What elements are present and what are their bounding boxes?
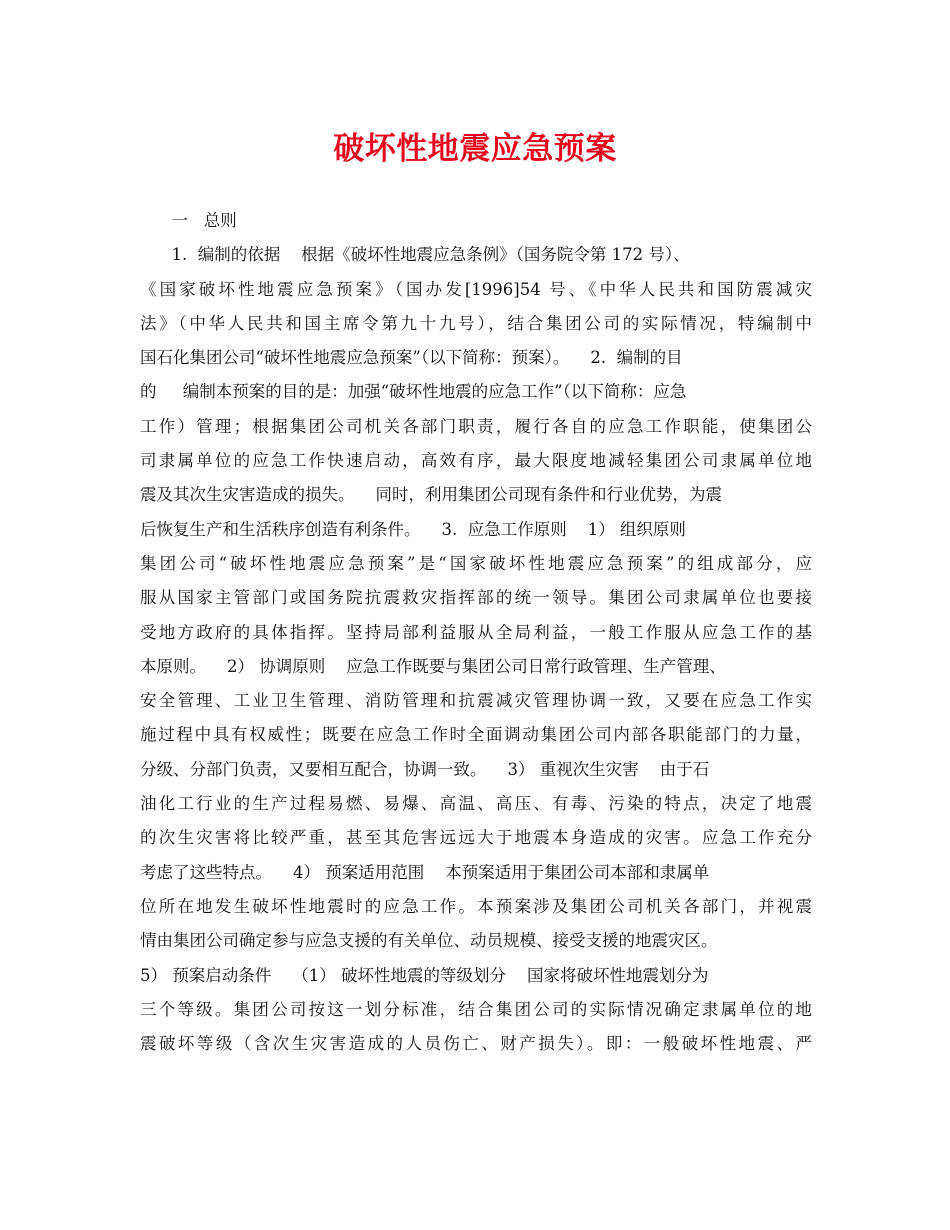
body-line: 服从国家主管部门或国务院抗震救灾指挥部的统一领导。集团公司隶属单位也要接 xyxy=(140,588,812,608)
body-line: 法》（中华人民共和国主席令第九十九号），结合集团公司的实际情况，特编制中 xyxy=(140,313,812,333)
body-line: 本原则。 2） 协调原则 应急工作既要与集团公司日常行政管理、生产管理、 xyxy=(140,656,726,676)
body-line: 的次生灾害将比较严重，甚至其危害远远大于地震本身造成的灾害。应急工作充分 xyxy=(140,828,812,848)
body-line: 受地方政府的具体指挥。坚持局部利益服从全局利益，一般工作服从应急工作的基 xyxy=(140,622,812,642)
body-line: 震破坏等级（含次生灾害造成的人员伤亡、财产损失）。即：一般破坏性地震、严 xyxy=(140,1034,812,1054)
body-line: 《国家破坏性地震应急预案》（国办发[1996]54 号、《中华人民共和国防震减灾 xyxy=(140,279,812,299)
body-line: 情由集团公司确定参与应急支援的有关单位、动员规模、接受支援的地震灾区。 xyxy=(140,931,718,951)
body-line: 一 总则 xyxy=(140,211,237,230)
body-line: 三个等级。集团公司按这一划分标准，结合集团公司的实际情况确定隶属单位的地 xyxy=(140,999,812,1019)
body-line: 国石化集团公司“破坏性地震应急预案”（以下简称：预案）。 2. 编制的目 xyxy=(140,348,683,368)
body-line: 位所在地发生破坏性地震时的应急工作。本预案涉及集团公司机关各部门，并视震 xyxy=(140,896,812,916)
body-line: 工作）管理；根据集团公司机关各部门职责，履行各自的应急工作职能，使集团公 xyxy=(140,416,812,436)
body-line: 1. 编制的依据 根据《破坏性地震应急条例》（国务院令第 172 号）、 xyxy=(140,245,690,265)
document-title: 破坏性地震应急预案 xyxy=(333,131,617,167)
body-line: 考虑了这些特点。 4） 预案适用范围 本预案适用于集团公司本部和隶属单 xyxy=(140,862,710,882)
body-line: 安全管理、工业卫生管理、消防管理和抗震减灾管理协调一致，又要在应急工作实 xyxy=(140,691,812,711)
body-line: 5） 预案启动条件 （1） 破坏性地震的等级划分 国家将破坏性地震划分为 xyxy=(140,965,709,985)
body-line: 分级、分部门负责，又要相互配合，协调一致。 3） 重视次生灾害 由于石 xyxy=(140,759,710,779)
body-line: 司隶属单位的应急工作快速启动，高效有序，最大限度地减轻集团公司隶属单位地 xyxy=(140,451,812,471)
body-line: 集团公司“破坏性地震应急预案”是“国家破坏性地震应急预案”的组成部分，应 xyxy=(140,553,812,573)
body-line: 的 编制本预案的目的是：加强“破坏性地震的应急工作”（以下简称：应急 xyxy=(140,382,687,402)
body-line: 施过程中具有权威性；既要在应急工作时全面调动集团公司内部各职能部门的力量， xyxy=(140,725,812,745)
body-line: 后恢复生产和生活秩序创造有利条件。 3. 应急工作原则 1） 组织原则 xyxy=(140,519,686,539)
body-line: 震及其次生灾害造成的损失。 同时，利用集团公司现有条件和行业优势，为震 xyxy=(140,485,722,505)
document-body xyxy=(140,204,812,1061)
body-line: 油化工行业的生产过程易燃、易爆、高温、高压、有毒、污染的特点，决定了地震 xyxy=(140,794,812,814)
